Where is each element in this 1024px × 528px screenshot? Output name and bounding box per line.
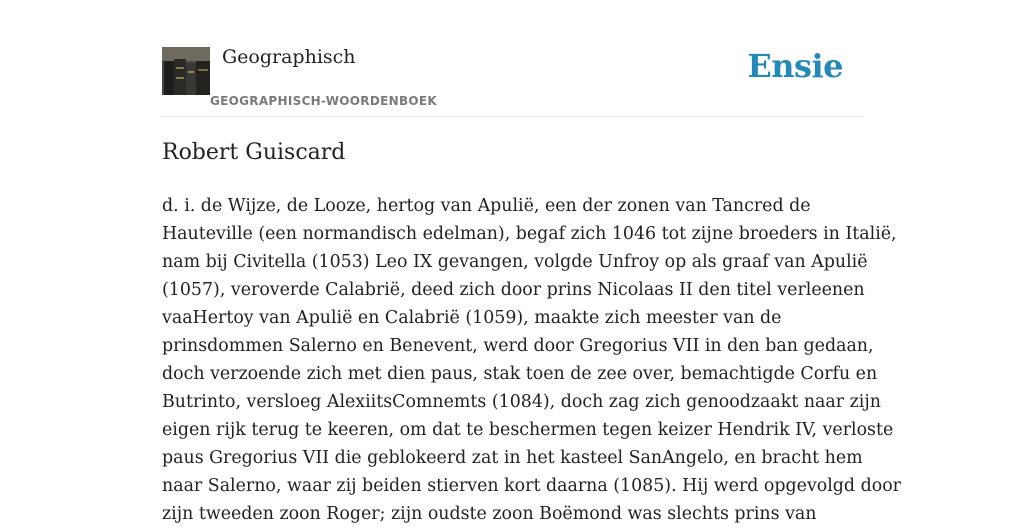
entry-body-line: prinsdommen Salerno en Benevent, werd door Gregorius VII in den ban gedaan, <box>162 336 874 356</box>
entry-body-line: (1057), veroverde Calabrië, deed zich door prins Nicolaas II den titel verleenen <box>162 280 865 300</box>
books-image <box>162 47 210 95</box>
source-slug[interactable]: GEOGRAPHISCH-WOORDENBOEK <box>210 94 437 108</box>
entry-body-line: naar Salerno, waar zij beiden stierven kort daarna (1085). Hij werd opgevolgd door <box>162 476 901 496</box>
entry-body-line: vaaHertoy van Apulië en Calabrië (1059), maakte zich meester van de <box>162 308 782 328</box>
entry-body-line: doch verzoende zich met dien paus, stak toen de zee over, bemachtigde Corfu en <box>162 364 878 384</box>
entry-body-line: nam bij Civitella (1053) Leo IX gevangen, volgde Unfroy op als graaf van Apulië <box>162 252 868 272</box>
entry-body-line: zijn tweeden zoon Roger; zijn oudste zoon Boëmond was slechts prins van <box>162 504 817 524</box>
entry-header <box>162 0 862 117</box>
entry-body-line: eigen rijk terug te keeren, om dat te beschermen tegen keizer Hendrik IV, verloste <box>162 420 894 440</box>
entry-title: Robert Guiscard <box>162 140 346 165</box>
ensie-logo[interactable]: Ensie <box>747 47 843 85</box>
entry-body-line: d. i. de Wijze, de Looze, hertog van Apulië, een der zonen van Tancred de <box>162 196 811 216</box>
entry-body <box>162 192 901 528</box>
source-avatar[interactable] <box>162 47 210 95</box>
entry-body-line: paus Gregorius VII die geblokeerd zat in het kasteel SanAngelo, en bracht hem <box>162 448 863 468</box>
entry-body-line: Hauteville (een normandisch edelman), begaf zich 1046 tot zijne broeders in Italië, <box>162 224 897 244</box>
entry-body-line: Butrinto, versloeg AlexiitsComnemts (1084), doch zag zich genoodzaakt naar zijn <box>162 392 881 412</box>
source-title[interactable]: Geographisch <box>222 46 356 68</box>
